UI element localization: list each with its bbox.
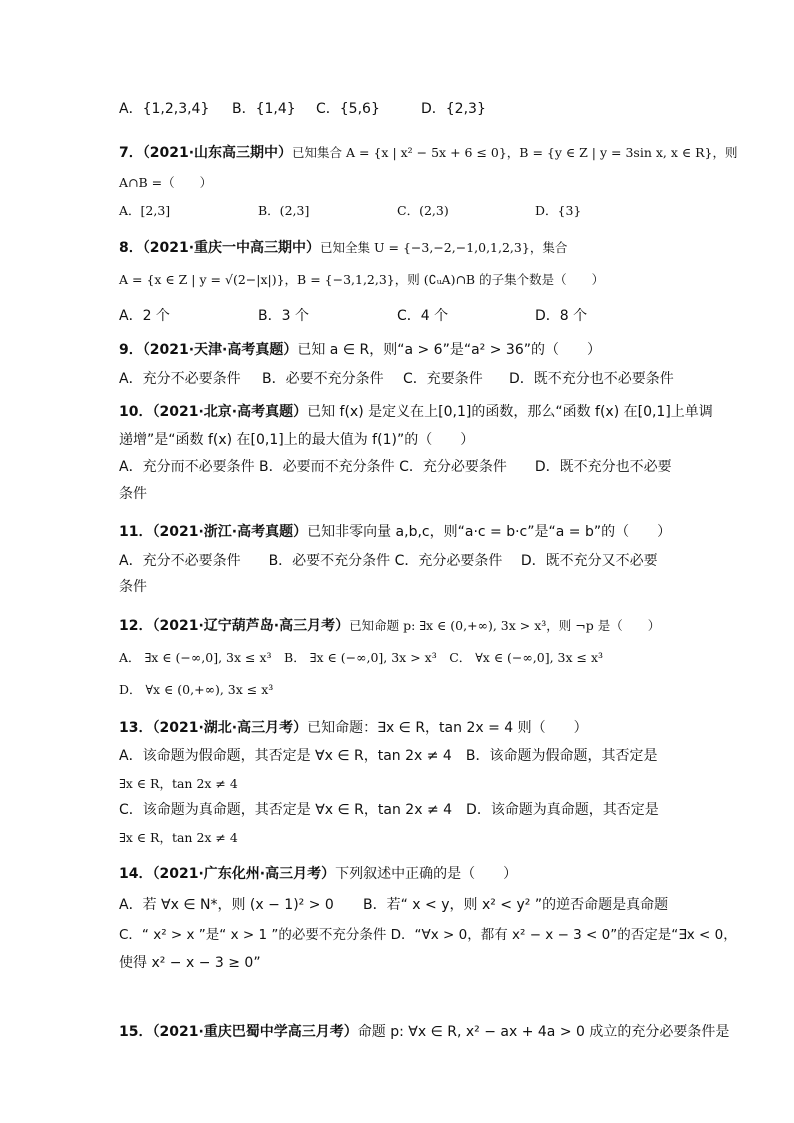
q10-stem-line-2: 递增”是“函数 f(x) 在[0,1]上的最大值为 f(1)”的（ ） [119, 432, 475, 448]
q14-options-line-3: 使得 x² − x − 3 ≥ 0” [119, 955, 261, 971]
q8-option-b: B．3 个 [258, 308, 309, 324]
question-stem: 下列叙述中正确的是（ ） [335, 866, 518, 882]
question-number: 9． [119, 342, 143, 358]
question-source: （2021·辽宁葫芦岛·高三月考） [152, 618, 350, 634]
question-stem: 已知 a ∈ R，则“a > 6”是“a² > 36”的（ ） [297, 342, 601, 358]
q8-option-c: C．4 个 [397, 308, 449, 324]
q7-stem-line-2: A∩B =（ ） [119, 175, 213, 190]
q12-options-line: A． ∃x ∈ (−∞,0], 3x ≤ x³ B． ∃x ∈ (−∞,0], 3x > x³ C． ∀x ∈ (−∞,0], 3x ≤ x³ [119, 650, 604, 665]
question-number: 15． [119, 1024, 153, 1040]
question-source: （2021·浙江·高考真题） [152, 524, 308, 540]
q7-option-c: C．(2,3) [397, 203, 449, 218]
question-stem: 已知全集 U = {−3,−2,−1,0,1,2,3}，集合 [320, 240, 568, 255]
q11-options-line: A．充分不必要条件 B．必要不充分条件 C．充分必要条件 D．既不充分又不必要 [119, 553, 658, 569]
q12-options-line-2: D． ∀x ∈ (0,+∞), 3x ≤ x³ [119, 682, 274, 697]
q9-option-a: A．充分不必要条件 [119, 371, 241, 387]
question-stem: 已知命题：∃x ∈ R，tan 2x = 4 则（ ） [307, 720, 588, 736]
q10-stem-line [119, 402, 713, 422]
question-stem: 已知非零向量 a,b,c，则“a·c = b·c”是“a = b”的（ ） [307, 524, 672, 540]
question-stem: 已知命题 p: ∃x ∈ (0,+∞), 3x > x³，则 ¬p 是（ ） [349, 618, 661, 633]
question-number: 11． [119, 524, 153, 540]
q15-stem-line [119, 1022, 729, 1042]
question-number: 14． [119, 866, 153, 882]
q14-option-b: B．若“ x < y，则 x² < y² ”的逆否命题是真命题 [363, 897, 669, 913]
question-source: （2021·湖北·高三月考） [152, 720, 308, 736]
q9-option-c: C．充要条件 [403, 371, 483, 387]
q9-option-d: D．既不充分也不必要条件 [509, 371, 674, 387]
q8-option-a: A．2 个 [119, 308, 170, 324]
q11-stem-line [119, 522, 671, 542]
q7-option-d: D．{3} [535, 203, 582, 218]
q7-option-b: B．(2,3] [258, 203, 310, 218]
q9-stem-line [119, 340, 601, 360]
q6-option-c: C．{5,6} [316, 101, 380, 117]
question-source: （2021·重庆一中高三期中） [142, 240, 321, 256]
q10-options-line: A．充分而不必要条件 B．必要而不充分条件 C．充分必要条件 D．既不充分也不必要 [119, 459, 672, 475]
q9-option-b: B．必要不充分条件 [262, 371, 384, 387]
q14-option-a: A．若 ∀x ∈ N*，则 (x − 1)² > 0 [119, 897, 334, 913]
q12-stem-line [119, 616, 660, 636]
q8-stem-line-2: A = {x ∈ Z | y = √(2−|x|)}，B = {−3,1,2,3}，则 (∁ᵤA)∩B 的子集个数是（ ） [119, 272, 605, 287]
question-number: 12． [119, 618, 153, 634]
question-stem: 命题 p: ∀x ∈ R, x² − ax + 4a > 0 成立的充分必要条件是 [357, 1024, 730, 1040]
q11-options-line-2: 条件 [119, 579, 147, 595]
q10-options-line-2: 条件 [119, 486, 147, 502]
q13-options-line-4: ∃x ∈ R，tan 2x ≠ 4 [119, 830, 238, 845]
question-number: 8． [119, 240, 143, 256]
q6-option-b: B．{1,4} [232, 101, 296, 117]
q6-option-d: D．{2,3} [421, 101, 486, 117]
q13-options-line-1: A．该命题为假命题，其否定是 ∀x ∈ R，tan 2x ≠ 4 B．该命题为假命题，其否定是 [119, 748, 658, 764]
q13-stem-line [119, 718, 588, 738]
q13-options-line-2: ∃x ∈ R，tan 2x ≠ 4 [119, 776, 238, 791]
question-number: 7． [119, 145, 143, 161]
question-source: （2021·天津·高考真题） [142, 342, 298, 358]
q14-stem-line [119, 864, 517, 884]
q8-stem-line [119, 238, 567, 258]
question-stem: 已知集合 A = {x | x² − 5x + 6 ≤ 0}，B = {y ∈ Z | y = 3sin x, x ∈ R}，则 [292, 145, 738, 160]
q6-option-a: A．{1,2,3,4} [119, 101, 210, 117]
question-source: （2021·广东化州·高三月考） [152, 866, 336, 882]
question-stem: 已知 f(x) 是定义在上[0,1]的函数，那么“函数 f(x) 在[0,1]上单调 [307, 404, 713, 420]
question-number: 10． [119, 404, 153, 420]
q7-stem-line [119, 143, 737, 163]
question-source: （2021·北京·高考真题） [152, 404, 308, 420]
q7-option-a: A．[2,3] [119, 203, 171, 218]
q13-options-line-3: C．该命题为真命题，其否定是 ∀x ∈ R，tan 2x ≠ 4 D．该命题为真命题，其否定是 [119, 802, 659, 818]
question-source: （2021·山东高三期中） [142, 145, 293, 161]
question-number: 13． [119, 720, 153, 736]
question-source: （2021·重庆巴蜀中学高三月考） [152, 1024, 358, 1040]
q8-option-d: D．8 个 [535, 308, 588, 324]
q14-options-line-2: C．“ x² > x ”是“ x > 1 ”的必要不充分条件 D．“∀x > 0，都有 x² − x − 3 < 0”的否定是“∃x < 0， [119, 927, 737, 943]
